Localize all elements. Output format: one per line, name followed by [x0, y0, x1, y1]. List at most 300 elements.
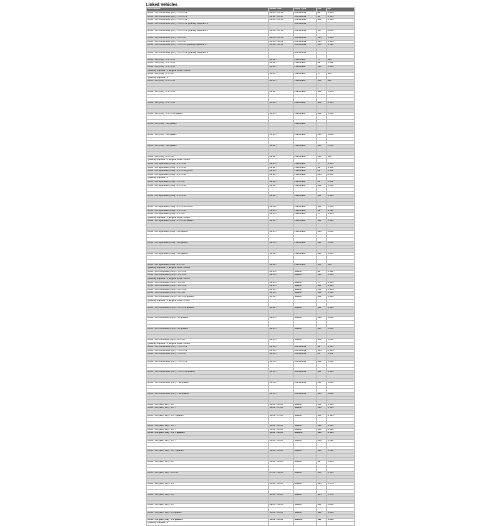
cell-model-year: 02.11 - 05.13 — [269, 15, 294, 19]
cell-description: AUDI - A3 Convertible (8P7) - 1.8 TFSI Quantity required: 2 — [147, 22, 269, 26]
cell-body-type: Saloon — [294, 461, 317, 465]
cell-hp: 1 160 — [327, 19, 355, 23]
cell-body-type: Saloon — [294, 414, 317, 418]
cell-model-year: 04.08 - 05.13 — [269, 12, 294, 16]
cell-model-year: 09.12 - — [269, 220, 294, 224]
cell-hp: 1 125 — [327, 346, 355, 350]
cell-body-type: Hatchback — [294, 242, 317, 246]
cell-model-year: 11.00 - 12.04 — [269, 425, 294, 429]
cell-kw: 92 — [317, 15, 327, 19]
cell-hp: 1 180 — [327, 220, 355, 224]
cell-body-type: Convertible — [294, 37, 317, 41]
cell-model-year: 11.00 - 12.04 — [269, 511, 294, 515]
cell-description: AUDI - A3 Limousine (8VS) - 2.0 TDI — [147, 339, 269, 343]
cell-description: AUDI - A3 Sportback (8VA) - 1.8 TFSI — [147, 195, 269, 199]
cell-model-year: 09.13 - — [269, 328, 294, 332]
cell-description: Quantity required: 1; Engine Code: CZCA — [147, 277, 269, 281]
cell-model-year: 04.12 - — [269, 65, 294, 69]
cell-description: AUDI - A3 (8V1) - S3 quattro — [147, 123, 269, 127]
cell-model-year: 09.12 - — [269, 184, 294, 188]
cell-description: AUDI - A3 Limousine (8VS) - S3 quattro — [147, 317, 269, 321]
cell-kw: 81 — [317, 180, 327, 184]
cell-kw: 118 — [317, 19, 327, 23]
cell-kw: 103 — [317, 44, 327, 48]
cell-description: Quantity required: 1; Engine Code: CRKA — [147, 159, 269, 163]
cell-hp: 1 180 — [327, 285, 355, 289]
cell-description: AUDI - A3 (8V1) - 1.8 TFSI quattro — [147, 112, 269, 116]
cell-description: AUDI - A3 Convertible (8V7) - 1.4 TFSI — [147, 349, 269, 353]
cell-body-type: Convertible — [294, 15, 317, 19]
cell-body-type: Hatchback — [294, 263, 317, 267]
cell-hp: 1 180 — [327, 101, 355, 105]
cell-hp: 1 180 — [327, 295, 355, 299]
cell-description: AUDI - A3 Sportback (8VA) - 2.0 TDI — [147, 263, 269, 267]
cell-hp: 1 170 — [327, 493, 355, 497]
cell-body-type: Convertible — [294, 19, 317, 23]
cell-description: AUDI - A3 (8V1) - 1.2 TFSI — [147, 58, 269, 62]
cell-kw: 103 — [317, 37, 327, 41]
cell-body-type: Hatchback — [294, 91, 317, 95]
cell-description: Quantity required: 1 — [147, 522, 269, 526]
cell-kw: 103 — [317, 349, 327, 353]
cell-body-type: Hatchback — [294, 58, 317, 62]
cell-hp: 1 180 — [327, 371, 355, 375]
cell-description: AUDI - A3 Limousine (8VS) - 1.4 TFSI — [147, 270, 269, 274]
cell-kw: 110 — [317, 472, 327, 476]
cell-body-type: Convertible — [294, 392, 317, 396]
cell-kw: 132 — [317, 295, 327, 299]
cell-body-type: Convertible — [294, 40, 317, 44]
cell-description: AUDI - A3 (8V1) - 1.4 TFSI — [147, 65, 269, 69]
cell-body-type: Hatchback — [294, 144, 317, 148]
cell-description: AUDI - A3 (8V1) - 1.4 TFSI — [147, 62, 269, 66]
cell-model-year: 09.13 - — [269, 274, 294, 278]
cell-body-type: Hatchback — [294, 162, 317, 166]
cell-kw: 77 — [317, 281, 327, 285]
cell-kw: 110 — [317, 403, 327, 407]
cell-model-year: 11.00 - 12.04 — [269, 493, 294, 497]
cell-model-year: 02.14 - — [269, 349, 294, 353]
cell-hp: 1 140 — [327, 40, 355, 44]
cell-model-year: 09.12 - — [269, 166, 294, 170]
cell-description: AUDI - A4 (8EC, B8) - 2.4 — [147, 482, 269, 486]
cell-kw: 140 — [317, 450, 327, 454]
cell-body-type: Saloon — [294, 432, 317, 436]
column-header-body-type: Body Type — [294, 8, 317, 12]
cell-description: AUDI - A3 (8V1) - 1.8 TFSI — [147, 80, 269, 84]
cell-description: AUDI - A4 (8EC, B8) - 1.8 T — [147, 407, 269, 411]
cell-model-year: 09.01 - 12.04 — [269, 504, 294, 508]
cell-description: AUDI - A3 Limousine (8VS) - 1.8 TFSI quattro — [147, 295, 269, 299]
cell-description: Quantity required: 1; Engine Code: CMBA — [147, 69, 269, 73]
cell-model-year: 11.00 - 12.04 — [269, 403, 294, 407]
cell-kw: 221 — [317, 144, 327, 148]
cell-model-year: 04.08 - 05.13 — [269, 37, 294, 41]
cell-hp: 1 122 — [327, 62, 355, 66]
cell-model-year: 04.13 - — [269, 134, 294, 138]
cell-kw: 206 — [317, 317, 327, 321]
cell-model-year: 11.00 - 12.04 — [269, 432, 294, 436]
cell-description: AUDI - A3 Sportback (8VA) - 1.4 TFSI — [147, 173, 269, 177]
cell-model-year: 02.14 - — [269, 346, 294, 350]
cell-model-year: 11.12 - — [269, 144, 294, 148]
cell-hp: 1 280 — [327, 317, 355, 321]
cell-model-year: 04.12 - — [269, 101, 294, 105]
table-row — [147, 522, 355, 526]
cell-description: AUDI - A3 Limousine (8VS) - S3 quattro — [147, 328, 269, 332]
cell-hp: 1 150 — [327, 414, 355, 418]
cell-body-type: Hatchback — [294, 80, 317, 84]
cell-description: AUDI - A3 (8V1) - 1.8 TFSI — [147, 91, 269, 95]
cell-model-year: 11.00 - 12.04 — [269, 482, 294, 486]
cell-description: AUDI - A3 Convertible (8V7) - S3 quattro — [147, 392, 269, 396]
column-header-hp: Hp — [327, 8, 355, 12]
cell-hp: 1 110 — [327, 353, 355, 357]
table-body — [147, 12, 355, 526]
cell-kw: 221 — [317, 328, 327, 332]
cell-body-type: Saloon — [294, 403, 317, 407]
cell-description: AUDI - A4 (8EC, B8) - 1.8 T quattro — [147, 450, 269, 454]
cell-model-year: 11.00 - 12.04 — [269, 450, 294, 454]
cell-hp: 1 180 — [327, 288, 355, 292]
cell-hp: 1 130 — [327, 461, 355, 465]
cell-body-type: Saloon — [294, 328, 317, 332]
cell-body-type: Convertible — [294, 346, 317, 350]
cell-kw: 132 — [317, 306, 327, 310]
cell-hp: 1 190 — [327, 428, 355, 432]
cell-kw: 132 — [317, 91, 327, 95]
cell-description: AUDI - A3 Sportback (8VA) - 1.6 TDI — [147, 213, 269, 217]
cell-kw: 140 — [317, 428, 327, 432]
cell-body-type: Convertible — [294, 44, 317, 48]
cell-kw — [317, 522, 327, 526]
cell-kw: 132 — [317, 195, 327, 199]
cell-kw: 206 — [317, 392, 327, 396]
cell-body-type: Saloon — [294, 292, 317, 296]
cell-hp: 1 122 — [327, 209, 355, 213]
cell-hp: 105 — [327, 58, 355, 62]
cell-body-type: Hatchback — [294, 213, 317, 217]
cell-model-year: 09.12 - — [269, 195, 294, 199]
cell-model-year: 04.12 - — [269, 80, 294, 84]
cell-body-type: Saloon — [294, 511, 317, 515]
cell-description: Quantity required: 1; Engine Code: CRKA — [147, 342, 269, 346]
cell-body-type: Hatchback — [294, 231, 317, 235]
cell-description: AUDI - A3 Sportback (8VA) - 1.4 TFSI — [147, 166, 269, 170]
cell-model-year: 09.13 - — [269, 242, 294, 246]
cell-kw: 90 — [317, 209, 327, 213]
cell-body-type: Saloon — [294, 472, 317, 476]
cell-body-type: Hatchback — [294, 252, 317, 256]
cell-description: AUDI - A4 (8EC, B8) - 1.8 T quattro — [147, 414, 269, 418]
cell-kw: 110 — [317, 414, 327, 418]
cell-body-type: Hatchback — [294, 173, 317, 177]
cell-model-year: 09.13 - — [269, 339, 294, 343]
cell-kw: 92 — [317, 12, 327, 16]
cell-description: AUDI - A3 Sportback (8VA) - 1.8 TFSI quattro — [147, 220, 269, 224]
cell-model-year: 02.14 - — [269, 353, 294, 357]
cell-description: AUDI - A3 Sportback (8VA) - 1.8 TFSI — [147, 184, 269, 188]
cell-body-type: Saloon — [294, 428, 317, 432]
cell-model-year: 09.12 - — [269, 173, 294, 177]
cell-model-year: 09.13 - — [269, 281, 294, 285]
cell-body-type: Saloon — [294, 425, 317, 429]
cell-model-year — [269, 522, 294, 526]
cell-body-type: Hatchback — [294, 65, 317, 69]
cell-model-year: 02.14 - — [269, 371, 294, 375]
cell-kw: 132 — [317, 360, 327, 364]
cell-hp: 1 180 — [327, 195, 355, 199]
cell-kw: 206 — [317, 134, 327, 138]
cell-kw: 77 — [317, 213, 327, 217]
cell-body-type: Convertible — [294, 360, 317, 364]
cell-description: AUDI - A4 (8EC, B8) - 1.8 T quattro — [147, 432, 269, 436]
cell-kw: 103 — [317, 173, 327, 177]
cell-hp: 1 180 — [327, 360, 355, 364]
cell-hp: 1 122 — [327, 270, 355, 274]
cell-body-type: Hatchback — [294, 220, 317, 224]
cell-model-year: 11.00 - 12.04 — [269, 428, 294, 432]
cell-body-type: Hatchback — [294, 134, 317, 138]
cell-description: AUDI - A3 Convertible (8P7) - 2.0 TDI Quantity required: 2 — [147, 44, 269, 48]
cell-description: AUDI - A4 (8EC, B8) - 2.0 FSI — [147, 472, 269, 476]
cell-body-type: Saloon — [294, 306, 317, 310]
cell-description: AUDI - A3 Sportback (8VA) - 1.2 TFSI — [147, 162, 269, 166]
cell-kw: 132 — [317, 112, 327, 116]
cell-description: AUDI - A3 Sportback (8VA) - 1.4 TFSI — [147, 209, 269, 213]
cell-body-type: Convertible — [294, 29, 317, 33]
cell-body-type: Convertible — [294, 382, 317, 386]
cell-model-year: 09.13 - — [269, 170, 294, 174]
cell-model-year: 02.13 - — [269, 270, 294, 274]
cell-description: AUDI - A4 (8EC, B8) - 2.0 — [147, 461, 269, 465]
cell-hp: 1 280 — [327, 231, 355, 235]
cell-body-type: Saloon — [294, 285, 317, 289]
cell-model-year: 04.13 - — [269, 112, 294, 116]
cell-kw: 132 — [317, 285, 327, 289]
cell-model-year: 09.12 - — [269, 263, 294, 267]
cell-description: AUDI - A3 Sportback (8VA) - S3 quattro — [147, 231, 269, 235]
cell-hp: 1 150 — [327, 292, 355, 296]
cell-kw: 81 — [317, 353, 327, 357]
cell-description: AUDI - A3 Convertible (8P7) - 2.0 TDI — [147, 37, 269, 41]
cell-hp — [327, 522, 355, 526]
cell-body-type: Saloon — [294, 317, 317, 321]
cell-kw: 110 — [317, 263, 327, 267]
cell-model-year: 11.00 - 12.04 — [269, 461, 294, 465]
cell-body-type: Hatchback — [294, 170, 317, 174]
cell-hp: 1 180 — [327, 306, 355, 310]
cell-hp: 1 280 — [327, 134, 355, 138]
cell-kw: 77 — [317, 73, 327, 77]
cell-body-type: Saloon — [294, 295, 317, 299]
cell-body-type: Hatchback — [294, 195, 317, 199]
column-header-kw: KW — [317, 8, 327, 12]
cell-kw: 162 — [317, 518, 327, 522]
cell-hp: 1 150 — [327, 403, 355, 407]
cell-kw: 110 — [317, 155, 327, 159]
cell-description: AUDI - A3 (8V1) - 1.8 TFSI — [147, 101, 269, 105]
cell-description: AUDI - A4 (8EC, B8) - 3.0 — [147, 504, 269, 508]
cell-kw: 96 — [317, 461, 327, 465]
cell-kw: 162 — [317, 511, 327, 515]
column-header-description: Description — [147, 8, 269, 12]
cell-hp: 1 280 — [327, 392, 355, 396]
cell-model-year: 04.09 - 05.13 — [269, 44, 294, 48]
cell-description: Quantity required: 1 — [147, 177, 269, 181]
cell-model-year: 11.00 - 07.02 — [269, 414, 294, 418]
cell-kw: 120 — [317, 425, 327, 429]
cell-kw: 103 — [317, 40, 327, 44]
cell-kw: 132 — [317, 371, 327, 375]
cell-description: AUDI - A3 Limousine (8VS) - 1.8 TFSI — [147, 288, 269, 292]
cell-kw: 140 — [317, 439, 327, 443]
cell-hp: 1 220 — [327, 518, 355, 522]
cell-body-type: Saloon — [294, 482, 317, 486]
cell-description: AUDI - A3 Convertible (8P7) - 2.0 TFSI Quantity required: 2 — [147, 29, 269, 33]
cell-description: AUDI - A3 Limousine (8VS) - 1.8 TFSI — [147, 285, 269, 289]
cell-hp: 1 220 — [327, 511, 355, 515]
cell-hp: 150 — [327, 263, 355, 267]
cell-hp: 1 163 — [327, 425, 355, 429]
cell-description: AUDI - A4 (8EC, B8) - 3.0 quattro — [147, 518, 269, 522]
cell-hp: 1 150 — [327, 472, 355, 476]
cell-description: AUDI - A3 Sportback (8VA) - 1.4 TFSI g-tron — [147, 170, 269, 174]
cell-body-type: Saloon — [294, 518, 317, 522]
cell-model-year: 02.14 - — [269, 360, 294, 364]
cell-description: AUDI - A4 (8EC, B8) - 3.0 quattro — [147, 511, 269, 515]
cell-body-type: Saloon — [294, 274, 317, 278]
cell-model-year: 09.13 - — [269, 285, 294, 289]
linked-vehicles-document — [146, 2, 354, 526]
cell-description: AUDI - A3 Limousine (8VS) - 1.8 TFSI quattro — [147, 306, 269, 310]
cell-body-type: Hatchback — [294, 155, 317, 159]
cell-hp: 1 170 — [327, 482, 355, 486]
cell-description: AUDI - A3 Convertible (8P7) - 1.4 TFSI — [147, 15, 269, 19]
cell-kw: 221 — [317, 252, 327, 256]
cell-description: AUDI - A3 Convertible (8V7) - 1.8 TFSI — [147, 360, 269, 364]
cell-body-type — [294, 522, 317, 526]
cell-description: AUDI - A3 (8V1) - 1.6 TDI — [147, 73, 269, 77]
cell-kw: 147 — [317, 29, 327, 33]
cell-body-type: Saloon — [294, 407, 317, 411]
cell-model-year: 11.13 - — [269, 295, 294, 299]
cell-description: AUDI - A4 (8EC, B8) - 1.8 — [147, 403, 269, 407]
cell-description: Quantity required: 1; Engine Code: CRKB — [147, 216, 269, 220]
cell-model-year: 09.13 - — [269, 162, 294, 166]
cell-body-type: Convertible — [294, 349, 317, 353]
cell-kw: 90 — [317, 270, 327, 274]
cell-kw: 125 — [317, 493, 327, 497]
cell-hp: 180 — [327, 80, 355, 84]
cell-model-year: 04.12 - — [269, 73, 294, 77]
cell-description: AUDI - A4 (8EC, B8) - 1.8 T — [147, 425, 269, 429]
cell-body-type: Saloon — [294, 493, 317, 497]
cell-model-year: 04.08 - 05.13 — [269, 19, 294, 23]
cell-model-year: 11.00 - 12.04 — [269, 439, 294, 443]
cell-kw: 120 — [317, 407, 327, 411]
cell-description: Quantity required: 1; Engine Code: CRKA — [147, 267, 269, 271]
cell-model-year: 11.00 - 12.04 — [269, 518, 294, 522]
cell-hp: 1 140 — [327, 274, 355, 278]
cell-description: AUDI - A3 Convertible (8V7) - 1.6 TDI — [147, 353, 269, 357]
cell-kw: 132 — [317, 220, 327, 224]
cell-model-year: 04.08 - 10.09 — [269, 40, 294, 44]
cell-model-year: 09.13 - — [269, 292, 294, 296]
cell-description: AUDI - A3 Limousine (8VS) - 1.6 TDI — [147, 281, 269, 285]
cell-hp: 1 163 — [327, 432, 355, 436]
cell-hp: 1 300 — [327, 242, 355, 246]
cell-kw: 103 — [317, 65, 327, 69]
cell-hp: 1 300 — [327, 252, 355, 256]
cell-kw: 77 — [317, 162, 327, 166]
cell-body-type: Saloon — [294, 504, 317, 508]
cell-hp: 1 105 — [327, 213, 355, 217]
cell-description: AUDI - A3 Sportback (8VA) - S3 quattro — [147, 252, 269, 256]
cell-description: AUDI - A4 (8EC, B8) - 1.8 T — [147, 439, 269, 443]
cell-description: AUDI - A3 Convertible (8P7) - 1.8 TFSI — [147, 19, 269, 23]
cell-kw: 221 — [317, 382, 327, 386]
cell-body-type: Hatchback — [294, 209, 317, 213]
cell-description: AUDI - A3 Convertible (8V7) - S3 quattro — [147, 382, 269, 386]
cell-body-type: Saloon — [294, 339, 317, 343]
cell-hp: 1 140 — [327, 37, 355, 41]
cell-hp: 1 105 — [327, 162, 355, 166]
cell-body-type: Hatchback — [294, 73, 317, 77]
cell-hp: 1 140 — [327, 173, 355, 177]
cell-hp: 1 105 — [327, 281, 355, 285]
cell-description: AUDI - A3 Convertible (8P7) - 2.0 TFSI Quantity required: 1 — [147, 51, 269, 55]
cell-hp: 105 — [327, 73, 355, 77]
cell-hp: 150 — [327, 155, 355, 159]
cell-model-year: 04.12 - — [269, 155, 294, 159]
cell-model-year: 04.12 - — [269, 91, 294, 95]
cell-description: AUDI - A3 Convertible (8P7) - 2.0 TDI — [147, 40, 269, 44]
cell-kw: 120 — [317, 432, 327, 436]
cell-kw: 132 — [317, 184, 327, 188]
cell-description: AUDI - A3 (8V1) - S3 quattro — [147, 144, 269, 148]
cell-description: AUDI - A3 (8V1) - 2.0 TDI — [147, 155, 269, 159]
cell-description: Quantity required: 1; Engine Code: CJSA — [147, 299, 269, 303]
cell-description: AUDI - A3 Sportback (8VA) - S3 quattro — [147, 242, 269, 246]
document-title: Linked Vehicles — [146, 2, 178, 7]
cell-kw: 110 — [317, 339, 327, 343]
cell-hp: 1 150 — [327, 206, 355, 210]
cell-model-year: 09.13 - — [269, 317, 294, 321]
cell-body-type: Convertible — [294, 371, 317, 375]
cell-body-type: Hatchback — [294, 101, 317, 105]
cell-description: AUDI - A3 Limousine (8VS) - 1.4 TFSI — [147, 274, 269, 278]
cell-body-type: Saloon — [294, 281, 317, 285]
cell-description: AUDI - A3 Sportback (8VA) - 1.8 TFSI e-tron — [147, 206, 269, 210]
cell-hp: 1 300 — [327, 328, 355, 332]
cell-body-type: Convertible — [294, 12, 317, 16]
cell-body-type: Convertible — [294, 51, 317, 55]
cell-model-year: 02.14 - — [269, 392, 294, 396]
cell-model-year: 09.13 - — [269, 231, 294, 235]
cell-hp: 1 150 — [327, 339, 355, 343]
cell-hp: 1 163 — [327, 407, 355, 411]
cell-hp: 1 140 — [327, 44, 355, 48]
cell-model-year: 11.00 - 07.02 — [269, 407, 294, 411]
cell-model-year: 07.02 - 12.04 — [269, 472, 294, 476]
cell-model-year: 09.14 - — [269, 206, 294, 210]
cell-body-type: Hatchback — [294, 180, 317, 184]
cell-description: AUDI - A4 (8EC, B8) - 1.8 T — [147, 428, 269, 432]
cell-kw: 110 — [317, 292, 327, 296]
cell-description: AUDI - A3 Convertible (8V7) - 1.4 TFSI — [147, 346, 269, 350]
cell-kw: 90 — [317, 166, 327, 170]
